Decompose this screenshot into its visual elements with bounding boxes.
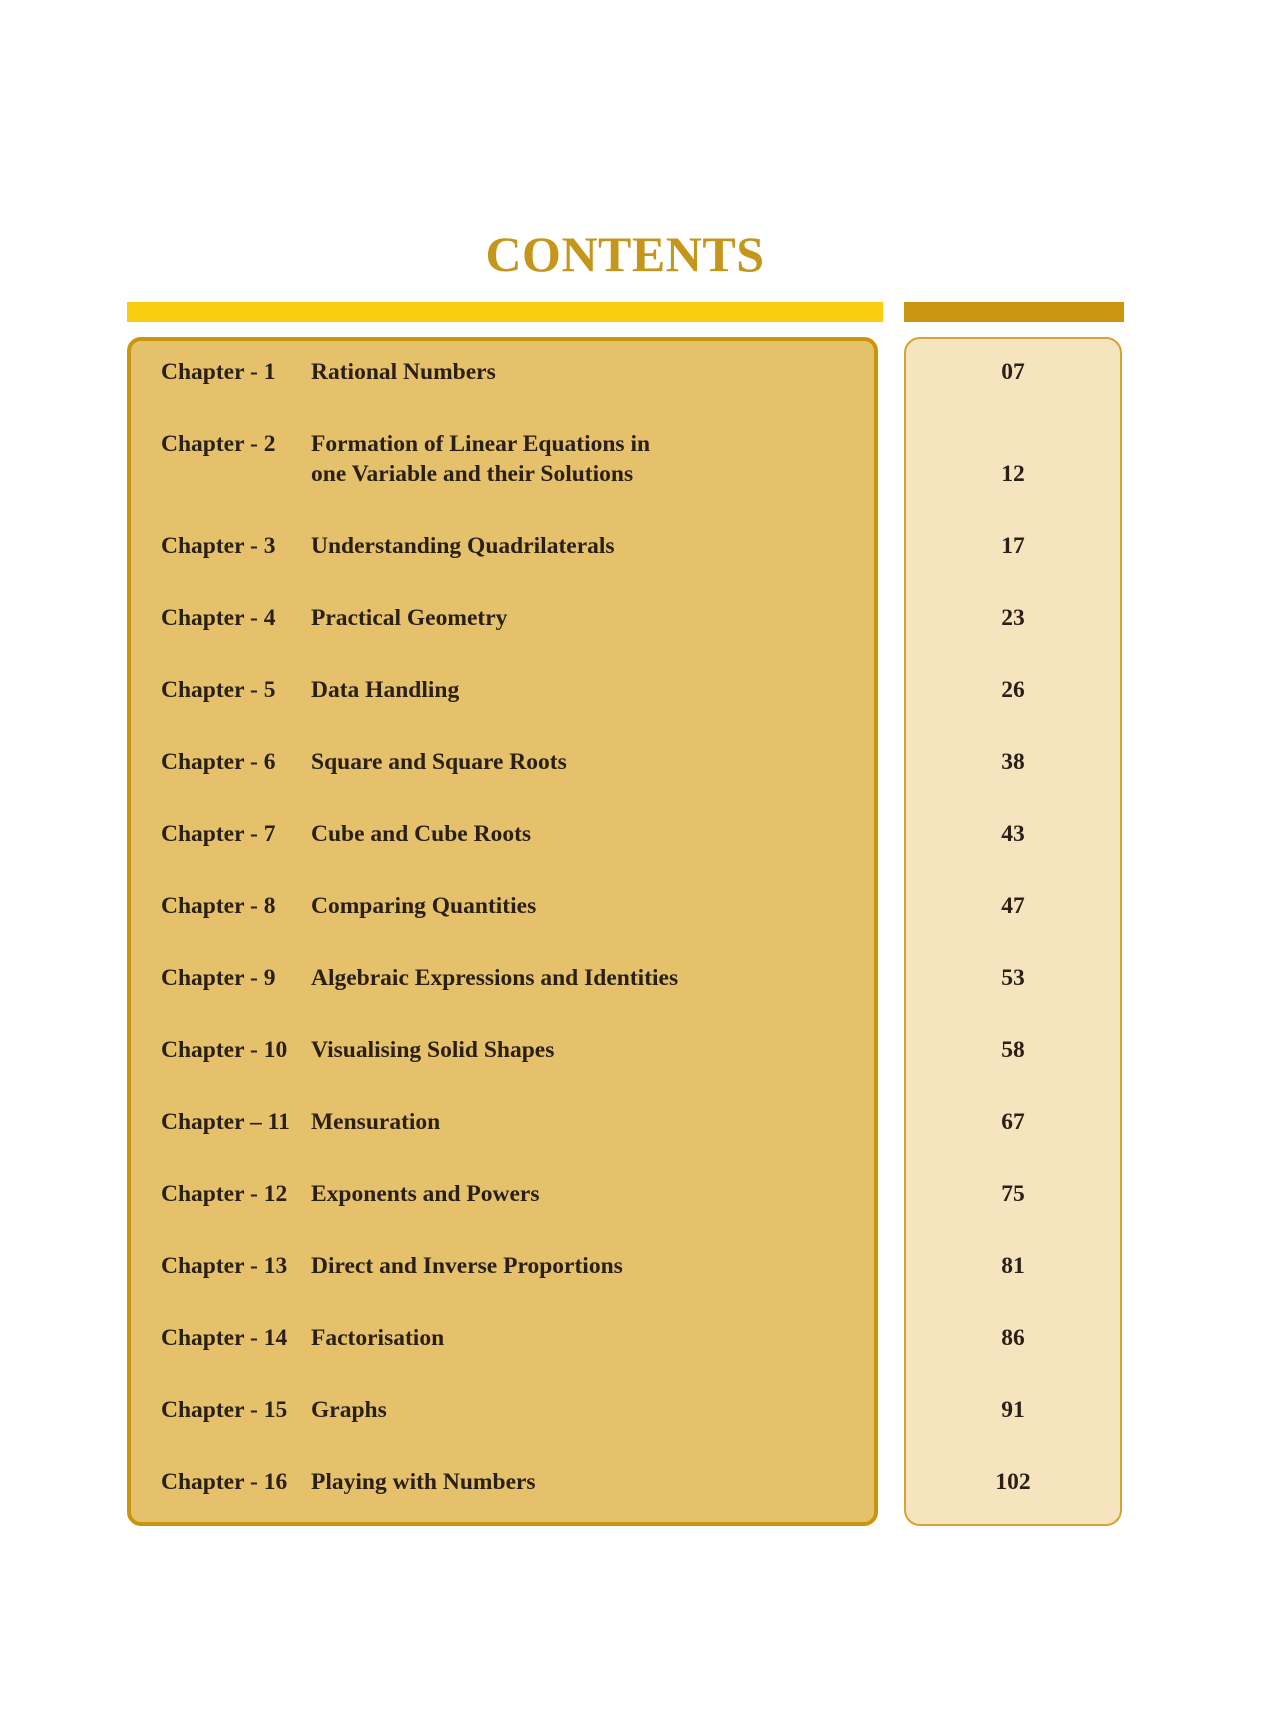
chapter-label: Chapter - 3 bbox=[161, 533, 276, 559]
chapter-label: Chapter - 6 bbox=[161, 749, 276, 775]
chapter-page-number: 26 bbox=[1001, 677, 1025, 703]
chapter-title: Practical Geometry bbox=[311, 605, 508, 631]
chapter-title: Rational Numbers bbox=[311, 359, 496, 385]
chapter-label: Chapter - 2 bbox=[161, 431, 276, 457]
chapter-title: Playing with Numbers bbox=[311, 1469, 536, 1495]
chapter-label: Chapter - 12 bbox=[161, 1181, 288, 1207]
chapter-title: Visualising Solid Shapes bbox=[311, 1037, 555, 1063]
chapter-page-number: 75 bbox=[1001, 1181, 1025, 1207]
title-underline-bar bbox=[127, 302, 883, 322]
chapter-label: Chapter - 10 bbox=[161, 1037, 288, 1063]
chapter-page-number: 17 bbox=[1001, 533, 1025, 559]
chapter-page-number: 86 bbox=[1001, 1325, 1025, 1351]
chapter-title: Square and Square Roots bbox=[311, 749, 567, 775]
chapter-page-number: 38 bbox=[1001, 749, 1025, 775]
chapter-page-number: 07 bbox=[1001, 359, 1025, 385]
chapter-title-continued: one Variable and their Solutions bbox=[311, 461, 634, 487]
chapter-title: Mensuration bbox=[311, 1109, 441, 1135]
chapter-title: Cube and Cube Roots bbox=[311, 821, 532, 847]
chapter-label: Chapter - 8 bbox=[161, 893, 276, 919]
chapter-page-number: 53 bbox=[1001, 965, 1025, 991]
chapter-label: Chapter - 4 bbox=[161, 605, 276, 631]
chapter-label: Chapter - 7 bbox=[161, 821, 276, 847]
chapter-label: Chapter - 14 bbox=[161, 1325, 288, 1351]
chapter-label: Chapter - 15 bbox=[161, 1397, 288, 1423]
chapter-label: Chapter – 11 bbox=[161, 1109, 290, 1135]
chapter-title: Factorisation bbox=[311, 1325, 445, 1351]
chapter-page-number: 81 bbox=[1001, 1253, 1025, 1279]
chapter-page-number: 47 bbox=[1001, 893, 1025, 919]
chapter-title: Understanding Quadrilaterals bbox=[311, 533, 615, 559]
page-title: CONTENTS bbox=[485, 226, 765, 282]
chapter-title: Exponents and Powers bbox=[311, 1181, 540, 1207]
chapter-page-number: 91 bbox=[1001, 1397, 1025, 1423]
chapter-title: Formation of Linear Equations in bbox=[311, 431, 651, 457]
chapter-page-number: 23 bbox=[1001, 605, 1025, 631]
chapter-label: Chapter - 1 bbox=[161, 359, 276, 385]
chapter-title: Direct and Inverse Proportions bbox=[311, 1253, 623, 1279]
chapter-label: Chapter - 5 bbox=[161, 677, 276, 703]
chapter-page-number: 12 bbox=[1001, 461, 1025, 487]
chapter-title: Graphs bbox=[311, 1397, 387, 1423]
chapter-page-number: 102 bbox=[995, 1469, 1031, 1495]
chapter-page-number: 67 bbox=[1001, 1109, 1025, 1135]
chapter-page-number: 43 bbox=[1001, 821, 1025, 847]
chapter-label: Chapter - 13 bbox=[161, 1253, 288, 1279]
chapter-title: Data Handling bbox=[311, 677, 460, 703]
chapter-label: Chapter - 16 bbox=[161, 1469, 288, 1495]
page-column-header-bar bbox=[904, 302, 1124, 322]
chapter-page-number: 58 bbox=[1001, 1037, 1025, 1063]
chapter-label: Chapter - 9 bbox=[161, 965, 276, 991]
chapter-title: Algebraic Expressions and Identities bbox=[311, 965, 679, 991]
chapter-title: Comparing Quantities bbox=[311, 893, 537, 919]
